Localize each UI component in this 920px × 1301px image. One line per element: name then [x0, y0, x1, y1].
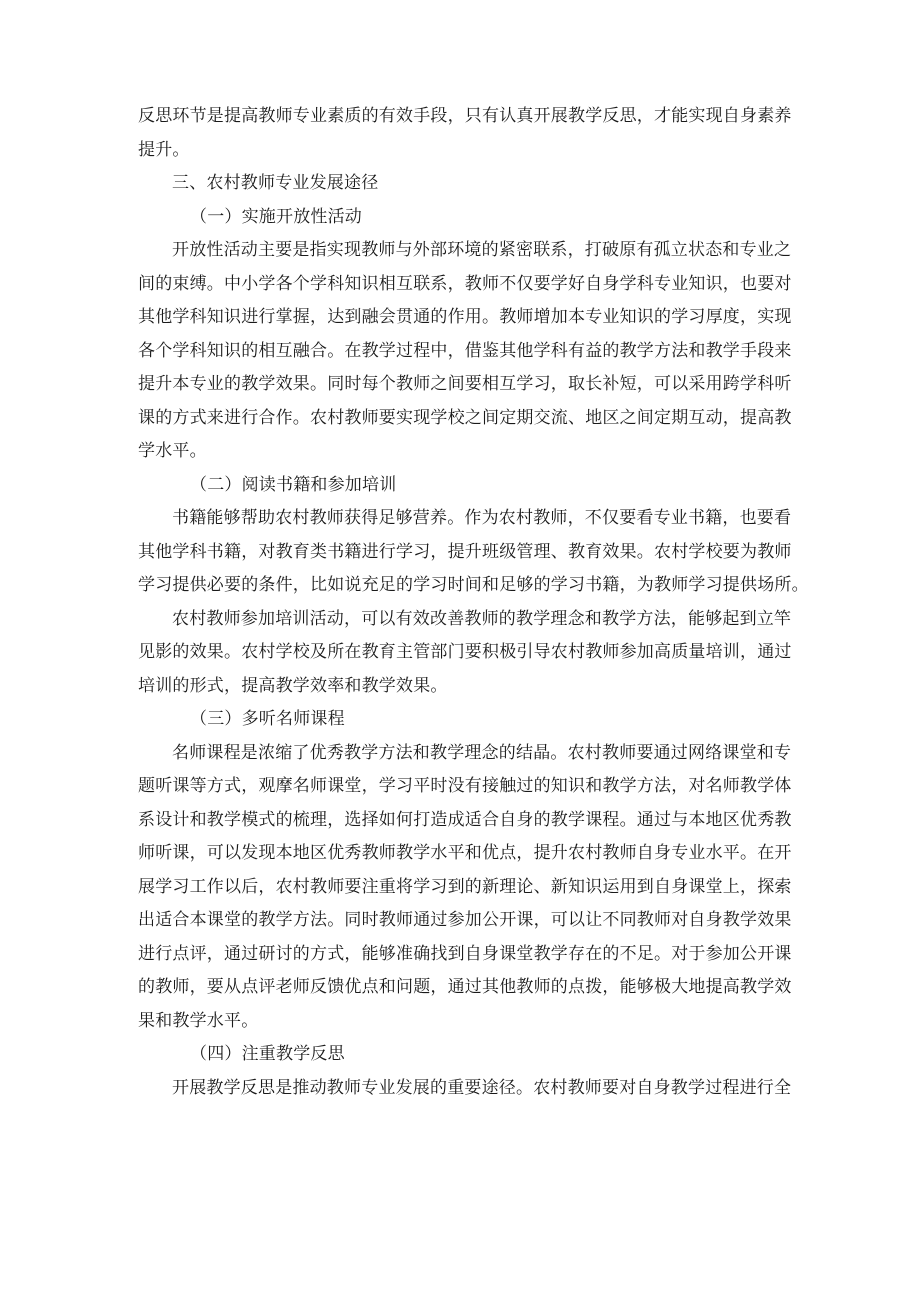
body-text-line: 间的束缚。中小学各个学科知识相互联系，教师不仅要学好自身学科专业知识，也要对 — [138, 273, 792, 294]
body-text-line: 提升。 — [138, 139, 190, 160]
body-text-line: 反思环节是提高教师专业素质的有效手段，只有认真开展教学反思，才能实现自身素养 — [138, 106, 792, 126]
paragraph-first-line: 开展教学反思是推动教师专业发展的重要途径。农村教师要对自身教学过程进行全 — [172, 1077, 792, 1098]
body-text-line: 展学习工作以后，农村教师要注重将学习到的新理论、新知识运用到自身课堂上，探索 — [138, 876, 792, 897]
body-text-line: 学习提供必要的条件，比如说充足的学习时间和足够的学习书籍，为教师学习提供场所。 — [138, 575, 809, 595]
body-text-line: 各个学科知识的相互融合。在教学过程中，借鉴其他学科有益的教学方法和教学手段来 — [138, 340, 792, 361]
body-text-line: 培训的形式，提高教学效率和教学效果。 — [138, 675, 448, 696]
body-text-line: 出适合本课堂的教学方法。同时教师通过参加公开课，可以让不同教师对自身教学效果 — [138, 910, 792, 930]
paragraph-first-line: 农村教师参加培训活动，可以有效改善教师的教学理念和教学方法，能够起到立竿 — [172, 608, 792, 629]
body-text-line: 的教师，要从点评老师反馈优点和问题，通过其他教师的点拨，能够极大地提高教学效 — [138, 977, 792, 997]
paragraph-first-line: 开放性活动主要是指实现教师与外部环境的紧密联系，打破原有孤立状态和专业之 — [172, 240, 792, 260]
subsection-heading: （一）实施开放性活动 — [190, 206, 362, 227]
subsection-heading: （四）注重教学反思 — [190, 1044, 345, 1064]
body-text-line: 其他学科书籍，对教育类书籍进行学习，提升班级管理、教育效果。农村学校要为教师 — [138, 541, 792, 562]
body-text-line: 系设计和教学模式的梳理，选择如何打造成适合自身的教学课程。通过与本地区优秀教 — [138, 809, 792, 830]
subsection-heading: （二）阅读书籍和参加培训 — [190, 474, 397, 495]
subsection-heading: （三）多听名师课程 — [190, 709, 345, 729]
body-text-line: 进行点评，通过研讨的方式，能够准确找到自身课堂教学存在的不足。对于参加公开课 — [138, 943, 792, 964]
body-text-line: 其他学科知识进行掌握，达到融会贯通的作用。教师增加本专业知识的学习厚度，实现 — [138, 307, 792, 327]
document-page — [138, 100, 809, 1105]
body-text-line: 果和教学水平。 — [138, 1010, 259, 1031]
paragraph-first-line: 书籍能够帮助农村教师获得足够营养。作为农村教师，不仅要看专业书籍，也要看 — [172, 508, 792, 528]
body-text-line: 课的方式来进行合作。农村教师要实现学校之间定期交流、地区之间定期互动，提高教 — [138, 407, 792, 428]
body-text-line: 见影的效果。农村学校及所在教育主管部门要积极引导农村教师参加高质量培训，通过 — [138, 642, 792, 662]
paragraph-first-line: 名师课程是浓缩了优秀教学方法和教学理念的结晶。农村教师要通过网络课堂和专 — [172, 742, 792, 763]
body-text-line: 学水平。 — [138, 441, 207, 461]
body-text-line: 提升本专业的教学效果。同时每个教师之间要相互学习，取长补短，可以采用跨学科听 — [138, 374, 792, 394]
section-heading: 三、农村教师专业发展途径 — [172, 173, 379, 193]
body-text-line: 师听课，可以发现本地区优秀教师教学水平和优点，提升农村教师自身专业水平。在开 — [138, 843, 792, 863]
body-text-line: 题听课等方式，观摩名师课堂，学习平时没有接触过的知识和教学方法，对名师教学体 — [138, 776, 792, 796]
